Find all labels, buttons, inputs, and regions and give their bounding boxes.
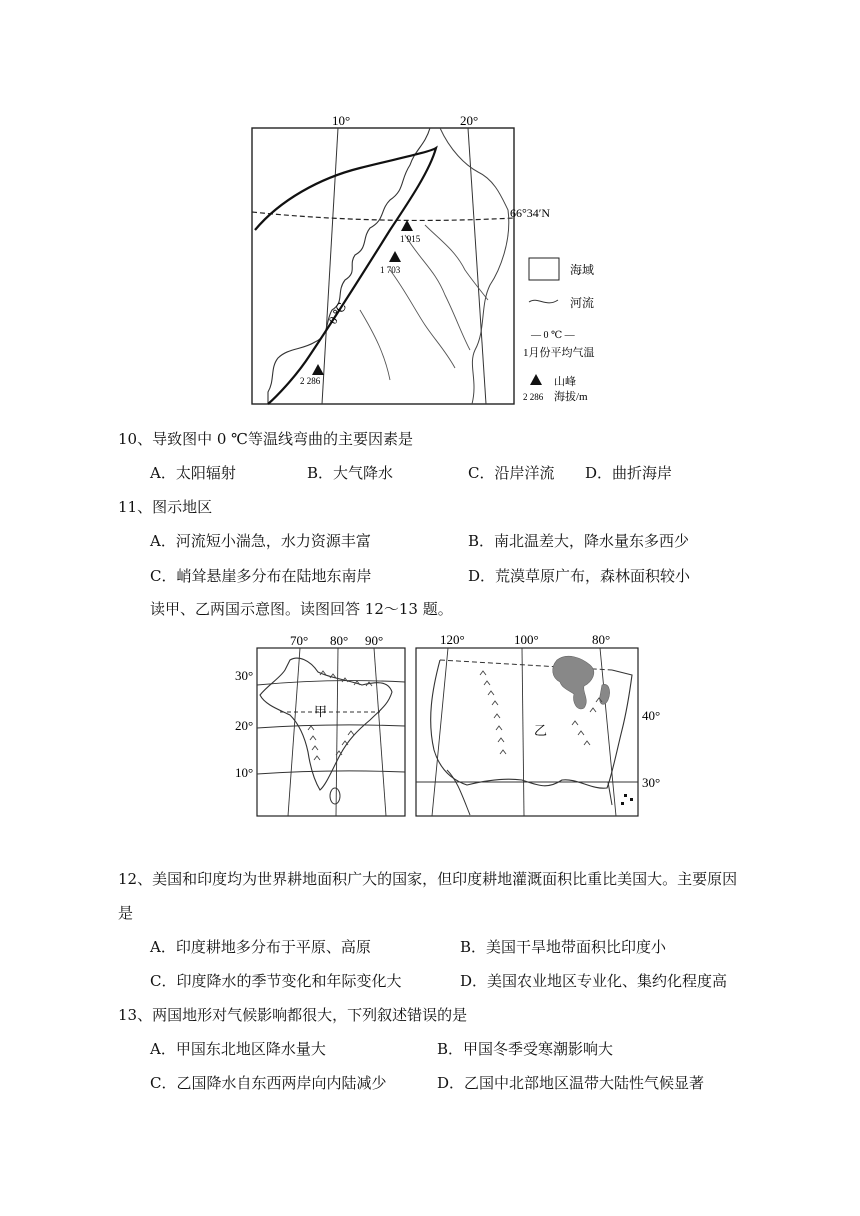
lat-30-label: 30° xyxy=(642,775,661,790)
peak-3-label: 2 286 xyxy=(300,376,321,386)
legend-peak-icon xyxy=(530,374,542,385)
river xyxy=(390,270,455,368)
usa-map xyxy=(412,630,672,820)
country-jia-label: 甲 xyxy=(314,704,328,719)
peak-2-label: 1 703 xyxy=(380,265,401,275)
legend-sea: 海域 xyxy=(570,263,595,277)
isotherm-0c xyxy=(255,148,436,404)
baltic-coast xyxy=(440,128,509,404)
baja-coast xyxy=(447,770,470,815)
peak-triangle xyxy=(401,220,413,231)
islands xyxy=(621,794,633,805)
q12-option-c[interactable]: C．印度降水的季节变化和年际变化大 xyxy=(150,972,402,990)
meridian xyxy=(336,648,338,816)
lon-120-label: 120° xyxy=(440,632,465,647)
lat-20-label: 20° xyxy=(235,718,254,733)
river xyxy=(425,225,488,300)
legend-river: 河流 xyxy=(570,296,595,310)
meridian xyxy=(288,648,300,816)
legend-peak-num: 2 286 xyxy=(523,392,544,402)
q12-option-d[interactable]: D．美国农业地区专业化、集约化程度高 xyxy=(460,972,728,990)
q12-option-b[interactable]: B．美国干旱地带面积比印度小 xyxy=(460,938,667,956)
q11-option-b[interactable]: B．南北温差大，降水量东多西少 xyxy=(468,532,690,550)
legend-isotherm-desc: 1月份平均气温 xyxy=(523,347,595,359)
lat-30-label: 30° xyxy=(235,668,254,683)
lon-10-label: 10° xyxy=(332,113,351,128)
meridian-10 xyxy=(322,128,338,404)
country-yi-label: 乙 xyxy=(534,723,548,738)
lon-90-label: 90° xyxy=(365,633,384,648)
intro-text: 读甲、乙两国示意图。读图回答 12～13 题。 xyxy=(150,600,453,618)
q11-option-c[interactable]: C．峭耸悬崖多分布在陆地东南岸 xyxy=(150,567,372,585)
arctic-circle-label: 66°34′N xyxy=(510,206,551,220)
q13-option-a[interactable]: A．甲国东北地区降水量大 xyxy=(150,1040,326,1058)
legend-peak: 山峰 xyxy=(554,376,576,388)
lon-20-label: 20° xyxy=(460,113,479,128)
parallel xyxy=(257,725,405,728)
q10-option-d[interactable]: D．曲折海岸 xyxy=(585,464,673,482)
q10-stem: 10、导致图中 0 ℃等温线弯曲的主要因素是 xyxy=(118,430,413,448)
peak-triangle xyxy=(389,251,401,262)
scandinavia-map xyxy=(240,110,630,410)
q10-option-c[interactable]: C．沿岸洋流 xyxy=(468,464,555,482)
q13-stem: 13、两国地形对气候影响都很大，下列叙述错误的是 xyxy=(118,1006,468,1024)
meridian-20 xyxy=(468,128,486,404)
lon-80-label: 80° xyxy=(592,632,611,647)
lon-80-label: 80° xyxy=(330,633,349,648)
isotherm-label: 0 ℃ xyxy=(325,300,350,327)
country-outline xyxy=(431,660,632,788)
florida xyxy=(608,782,612,805)
meridian xyxy=(432,648,448,816)
q13-option-b[interactable]: B．甲国冬季受寒潮影响大 xyxy=(437,1040,614,1058)
india-map xyxy=(230,630,410,820)
lon-70-label: 70° xyxy=(290,633,309,648)
q13-option-c[interactable]: C．乙国降水自东西两岸向内陆减少 xyxy=(150,1074,387,1092)
river xyxy=(405,235,470,350)
legend-river-symbol xyxy=(529,300,558,303)
q12-option-a[interactable]: A．印度耕地多分布于平原、高原 xyxy=(150,938,371,956)
legend-altitude: 海拔/m xyxy=(554,391,588,403)
q11-option-a[interactable]: A．河流短小湍急，水力资源丰富 xyxy=(150,532,371,550)
peak-triangle xyxy=(312,364,324,375)
lon-100-label: 100° xyxy=(514,632,539,647)
country-outline xyxy=(260,658,392,790)
great-lakes xyxy=(553,656,594,709)
q10-option-a[interactable]: A．太阳辐射 xyxy=(150,464,236,482)
meridian xyxy=(522,648,524,816)
q13-option-d[interactable]: D．乙国中北部地区温带大陆性气候显著 xyxy=(437,1074,705,1092)
meridian xyxy=(600,648,616,816)
q12-stem-line2: 是 xyxy=(118,904,134,922)
q12-stem-line1: 12、美国和印度均为世界耕地面积广大的国家，但印度耕地灌溉面积比重比美国大。主要原因 xyxy=(118,870,738,888)
legend-isotherm-line: — 0 ℃ — xyxy=(531,330,575,341)
q11-stem: 11、图示地区 xyxy=(118,498,213,516)
peak-1-label: 1 915 xyxy=(400,234,421,244)
river xyxy=(360,310,390,380)
lat-10-label: 10° xyxy=(235,765,254,780)
q10-option-b[interactable]: B．大气降水 xyxy=(307,464,394,482)
lat-40-label: 40° xyxy=(642,708,661,723)
q11-option-d[interactable]: D．荒漠草原广布，森林面积较小 xyxy=(468,567,691,585)
coastline xyxy=(268,128,430,404)
legend-sea-swatch xyxy=(529,258,559,280)
map-frame xyxy=(416,648,638,816)
meridian xyxy=(374,648,386,816)
sri-lanka xyxy=(330,788,340,804)
